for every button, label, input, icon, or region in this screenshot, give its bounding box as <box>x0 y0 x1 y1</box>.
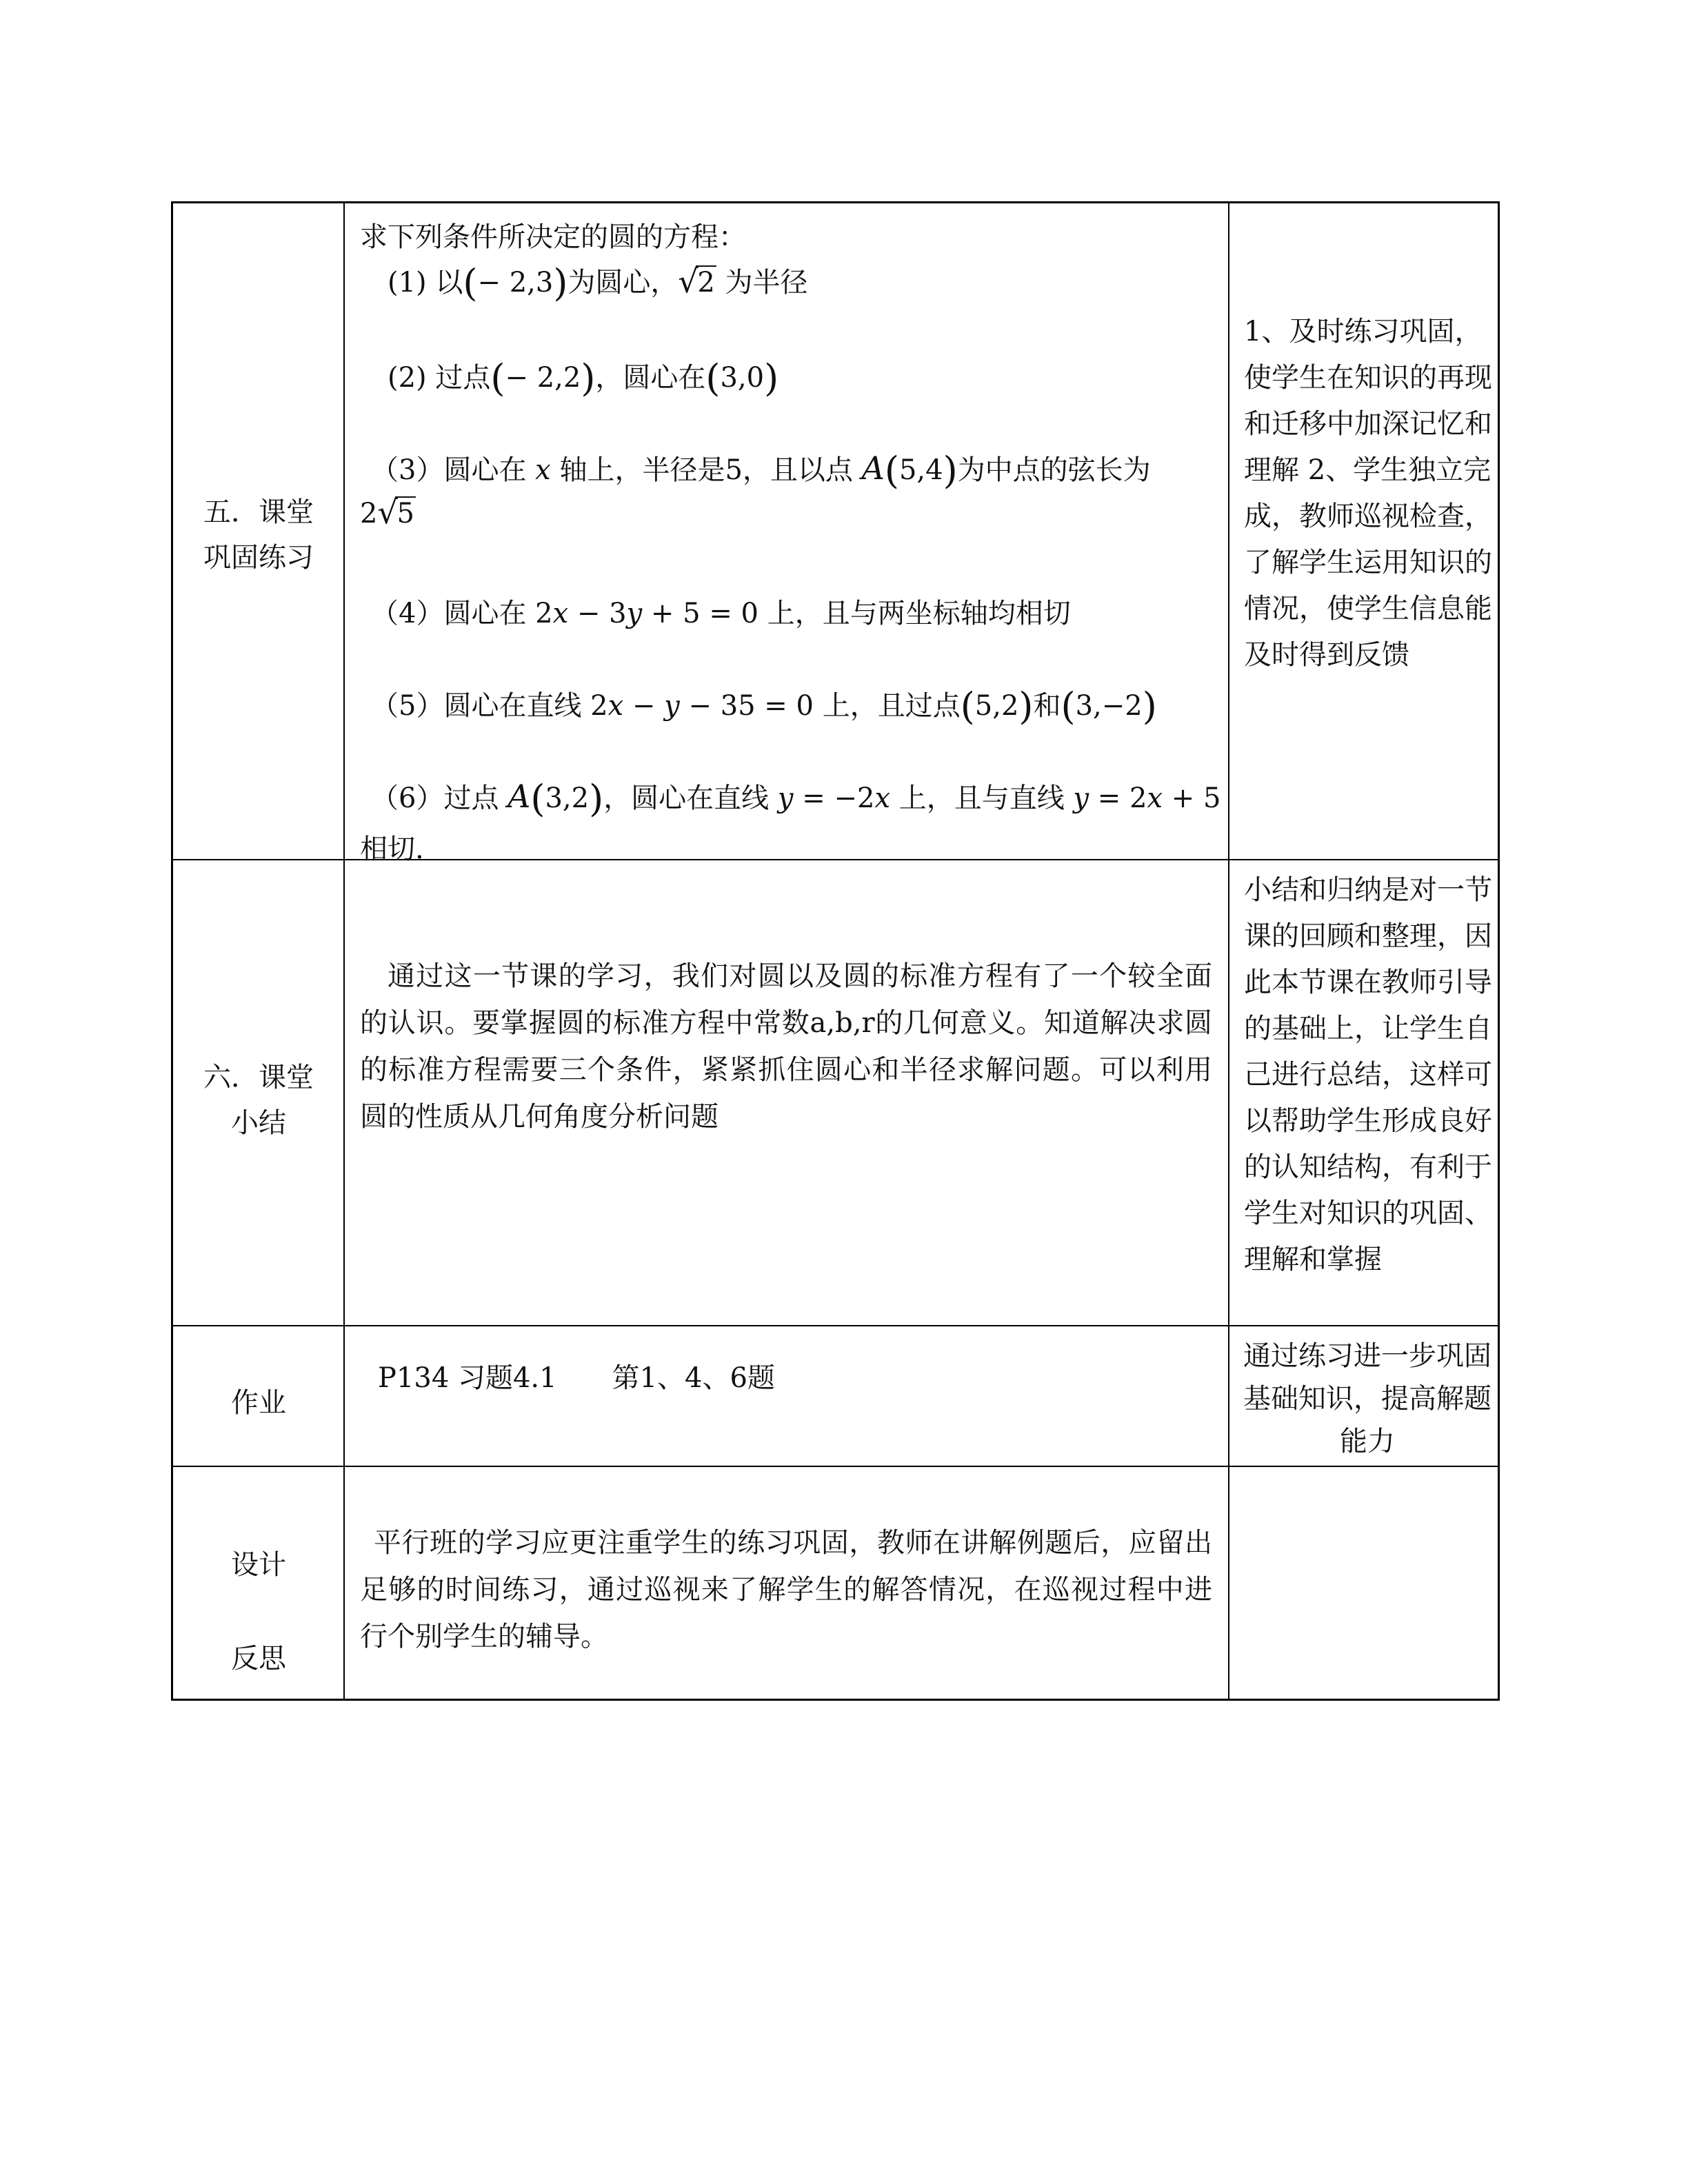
section-label-line: 巩固练习 <box>203 542 314 574</box>
notes-summary: 小结和归纳是对一节课的回顾和整理，因此本节课在教师引导的基础上，让学生自己进行总结，这样可以帮助学生形成良好的认知结构，有利于学生对知识的巩固、理解和掌握 <box>1244 874 1492 1275</box>
row-divider-2 <box>171 1325 1499 1326</box>
section-label-homework: 作业 <box>231 1387 286 1419</box>
notes-homework: 通过练习进一步巩固基础知识，提高解题能力 <box>1243 1340 1491 1457</box>
reflection-content: 平行班的学习应更注重学生的练习巩固，教师在讲解例题后，应留出足够的时间练习，通过巡视来了解学生的解答情况，在巡视过程中进行个别学生的辅导。 <box>360 1527 1212 1652</box>
section-label-line: 五．课堂 <box>203 496 314 528</box>
practice-intro: 求下列条件所决定的圆的方程： <box>360 221 746 253</box>
practice-item-6-cont: 相切. <box>360 833 424 865</box>
column-divider-2 <box>1228 201 1229 1701</box>
table-border-top <box>171 201 1499 203</box>
practice-item-2: (2) 过点(− 2,2)，圆心在(3,0) <box>388 356 779 400</box>
section-label-line: 反思 <box>231 1643 286 1675</box>
column-divider-1 <box>343 201 345 1701</box>
homework-content: P134 习题4.1 第1、4、6题 <box>378 1362 775 1394</box>
notes-practice: 1、及时练习巩固，使学生在知识的再现和迁移中加深记忆和理解 2、学生独立完成，教师巡视检查，了解学生运用知识的情况，使学生信息能及时得到反馈 <box>1244 316 1492 671</box>
row-divider-3 <box>171 1466 1499 1467</box>
practice-item-3-cont: 2√ 5 <box>360 498 416 529</box>
section-label-reflection <box>174 1518 343 1706</box>
section-label-line: 设计 <box>231 1549 286 1581</box>
practice-item-1: (1) 以(− 2,3)为圆心，√ 2 为半径 <box>388 261 808 300</box>
section-label-line: 六．课堂 <box>203 1062 314 1093</box>
summary-content: 通过这一节课的学习，我们对圆以及圆的标准方程有了一个较全面的认识。要掌握圆的标准方程中常数a,b,r的几何意义。知道解决求圆的标准方程需要三个条件，紧紧抓住圆心和半径求解问题。可以利用圆的性质从几何角度分析问题 <box>360 960 1212 1133</box>
practice-item-3: （3）圆心在 x 轴上，半径是5，且以点 A(5,4)为中点的弦长为 <box>371 449 1151 492</box>
section-label-summary <box>174 1055 343 1146</box>
practice-item-5: （5）圆心在直线 2x − y − 35 = 0 上，且过点(5,2)和(3,−2) <box>371 685 1157 728</box>
table-border-right <box>1498 201 1500 1701</box>
section-label-line: 小结 <box>231 1107 286 1139</box>
table-border-left <box>171 201 173 1701</box>
table-border-bottom <box>171 1699 1499 1701</box>
practice-item-4: （4）圆心在 2x − 3y + 5 = 0 上，且与两坐标轴均相切 <box>371 598 1071 629</box>
section-label-practice <box>174 489 343 580</box>
practice-item-6: （6）过点 A(3,2)，圆心在直线 y = −2x 上，且与直线 y = 2x + 5 <box>371 777 1221 820</box>
